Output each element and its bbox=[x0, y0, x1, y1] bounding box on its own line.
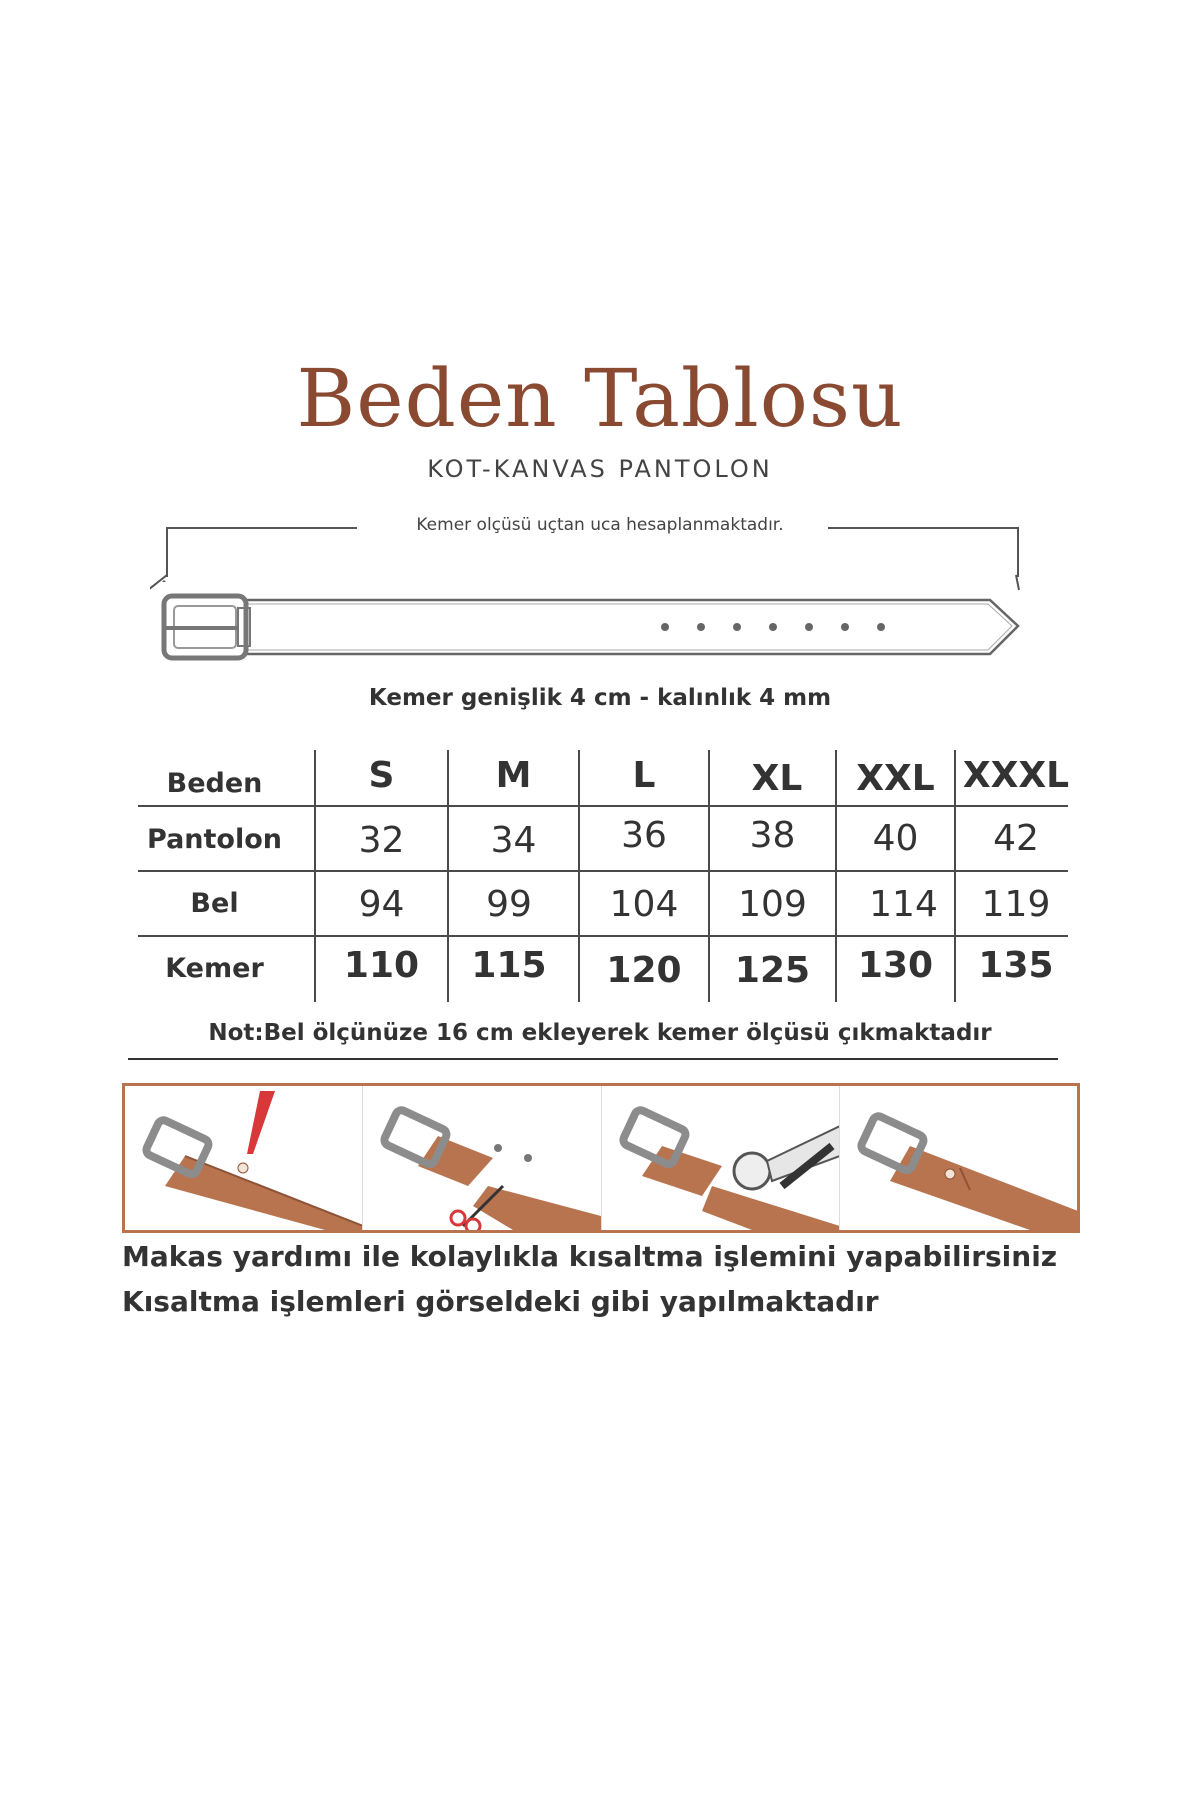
table-cell: 110 bbox=[343, 945, 420, 986]
row-label-bel: Bel bbox=[190, 888, 239, 919]
table-cell: 94 bbox=[358, 884, 405, 925]
table-cell: 114 bbox=[869, 884, 938, 925]
page-subtitle: KOT-KANVAS PANTOLON bbox=[427, 455, 773, 483]
table-cell: 34 bbox=[490, 820, 537, 861]
size-header: L bbox=[632, 755, 656, 796]
instruction-line-2: Kısaltma işlemleri görseldeki gibi yapılmaktadır bbox=[122, 1285, 879, 1318]
belt-outline-icon bbox=[150, 520, 1030, 670]
table-cell: 40 bbox=[872, 818, 919, 859]
table-rule bbox=[138, 870, 1068, 872]
size-header: XL bbox=[751, 758, 803, 799]
instruction-line-1: Makas yardımı ile kolaylıkla kısaltma işlemini yapabilirsiniz bbox=[122, 1240, 1058, 1273]
step-mark-icon bbox=[125, 1086, 363, 1230]
shortening-steps bbox=[122, 1083, 1080, 1233]
size-header: XXXL bbox=[962, 755, 1070, 796]
footnote: Not:Bel ölçünüze 16 cm ekleyerek kemer ölçüsü çıkmaktadır bbox=[208, 1020, 992, 1046]
table-rule bbox=[138, 805, 1068, 807]
table-cell: 104 bbox=[609, 884, 679, 925]
page-title: Beden Tablosu bbox=[296, 352, 904, 445]
table-cell: 109 bbox=[738, 884, 807, 925]
step-finished-icon bbox=[840, 1086, 1077, 1230]
table-cell: 120 bbox=[606, 950, 682, 991]
row-label-kemer: Kemer bbox=[165, 953, 264, 984]
table-cell: 125 bbox=[734, 950, 811, 991]
size-header: M bbox=[495, 755, 532, 796]
table-corner-label: Beden bbox=[166, 768, 263, 799]
row-label-pantolon: Pantolon bbox=[147, 824, 282, 855]
size-header: S bbox=[368, 755, 395, 796]
table-rule bbox=[138, 935, 1068, 937]
belt-width-note: Kemer genişlik 4 cm - kalınlık 4 mm bbox=[368, 685, 832, 711]
table-cell: 99 bbox=[486, 884, 532, 925]
table-cell: 130 bbox=[857, 945, 934, 986]
table-cell: 119 bbox=[981, 884, 1051, 925]
table-cell: 115 bbox=[471, 945, 547, 986]
step-punch-icon bbox=[602, 1086, 840, 1230]
table-cell: 135 bbox=[978, 945, 1054, 986]
step-cut-icon bbox=[363, 1086, 601, 1230]
footnote-divider bbox=[128, 1058, 1058, 1060]
table-cell: 38 bbox=[749, 815, 796, 856]
table-cell: 42 bbox=[993, 818, 1039, 859]
size-header: XXL bbox=[856, 758, 935, 799]
measure-note: Kemer olçüsü uçtan uca hesaplanmaktadır. bbox=[416, 515, 784, 535]
table-cell: 32 bbox=[358, 820, 405, 861]
table-cell: 36 bbox=[621, 815, 667, 856]
